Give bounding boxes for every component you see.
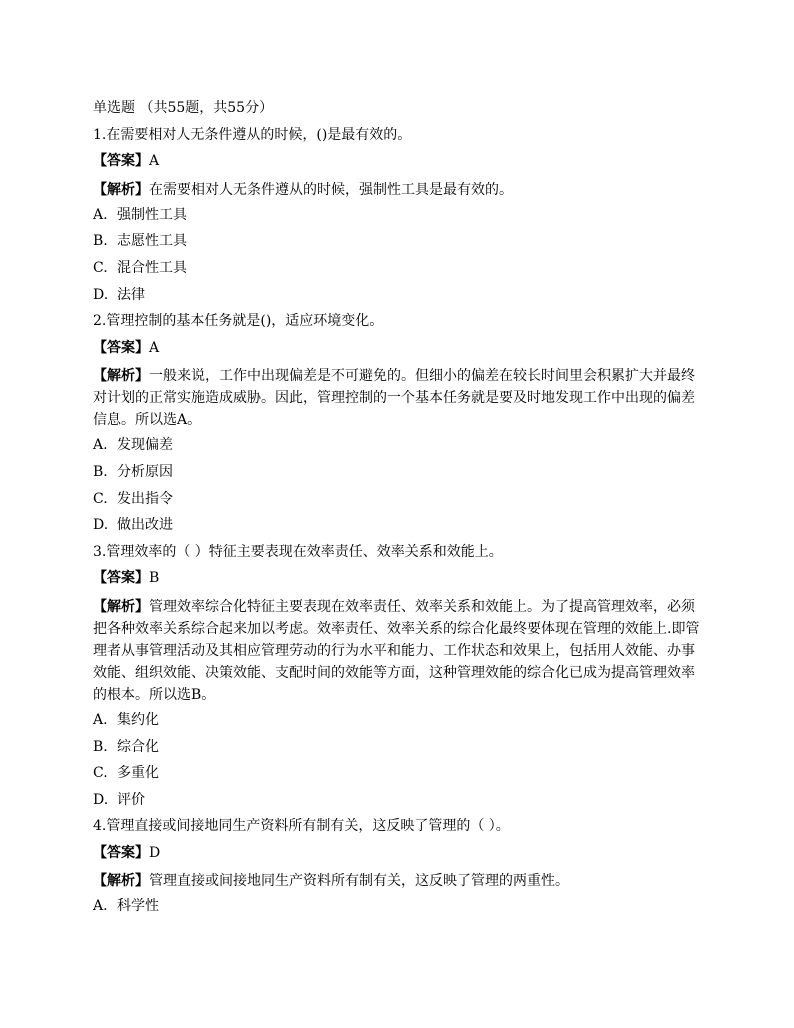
option-letter: A. xyxy=(93,898,108,915)
option xyxy=(93,897,705,915)
answer-label: 【答案】 xyxy=(93,153,149,170)
question-stem: 1.在需要相对人无条件遵从的时候，()是最有效的。 xyxy=(93,126,412,143)
section-header xyxy=(93,99,705,117)
option xyxy=(93,791,705,809)
option xyxy=(93,463,705,481)
option xyxy=(93,764,705,782)
explanation xyxy=(93,596,705,706)
explanation-text: 一般来说，工作中出现偏差是不可避免的。但细小的偏差在较长时间里会积累扩大并最终对计划的正常实施造成威胁。因此，管理控制的一个基本任务就是要及时地发现工作中出现的偏差信息。所以选A。 xyxy=(93,368,695,429)
answer-label: 【答案】 xyxy=(93,339,149,356)
explanation xyxy=(93,179,705,201)
option-letter: C. xyxy=(93,765,108,782)
option xyxy=(93,232,705,250)
option-text: 做出改进 xyxy=(117,517,173,534)
answer-line xyxy=(93,569,705,587)
option-letter: D. xyxy=(93,791,109,808)
option-letter: A. xyxy=(93,711,108,728)
question-stem: 4.管理直接或间接地同生产资料所有制有关，这反映了管理的（ ）。 xyxy=(93,818,510,835)
option-letter: B. xyxy=(93,738,108,755)
option-text: 集约化 xyxy=(117,711,159,728)
option-text: 科学性 xyxy=(117,898,159,915)
answer-value: A xyxy=(149,339,160,356)
option xyxy=(93,436,705,454)
option-letter: C. xyxy=(93,259,108,276)
answer-value: A xyxy=(149,153,160,170)
option xyxy=(93,516,705,534)
option-text: 志愿性工具 xyxy=(117,233,187,250)
exam-page xyxy=(93,99,705,924)
answer-line xyxy=(93,844,705,862)
option-text: 发现偏差 xyxy=(117,437,173,454)
option-text: 强制性工具 xyxy=(117,206,187,223)
question-stem: 3.管理效率的（ ）特征主要表现在效率责任、效率关系和效能上。 xyxy=(93,543,503,560)
explanation-text: 在需要相对人无条件遵从的时候，强制性工具是最有效的。 xyxy=(149,181,513,198)
section-title: 单选题 xyxy=(93,100,135,116)
answer-value: B xyxy=(149,570,160,587)
option-letter: D. xyxy=(93,286,109,303)
answer-line xyxy=(93,152,705,170)
option xyxy=(93,206,705,224)
explanation-text: 管理效率综合化特征主要表现在效率责任、效率关系和效能上。为了提高管理效率，必须把各种效率关系综合起来加以考虑。效率责任、效率关系的综合化最终要体现在管理的效能上.即管理者从事管理活动及其相应管理劳动的行为水平和能力、工作状态和效果上，包括用人效能、办事效能、组织效能、决策效能、支配时间的效能等方面，这种管理效能的综合化已成为提高管理效率的根本。所以选B。 xyxy=(93,598,700,703)
option-letter: B. xyxy=(93,233,108,250)
explanation-label: 【解析】 xyxy=(93,873,149,890)
answer-label: 【答案】 xyxy=(93,844,149,861)
answer-line xyxy=(93,339,705,357)
answer-label: 【答案】 xyxy=(93,570,149,587)
option xyxy=(93,259,705,277)
option-text: 发出指令 xyxy=(117,490,173,507)
explanation-text: 管理直接或间接地同生产资料所有制有关，这反映了管理的两重性。 xyxy=(149,873,569,890)
explanation-label: 【解析】 xyxy=(93,181,149,198)
option xyxy=(93,711,705,729)
option xyxy=(93,286,705,304)
explanation-label: 【解析】 xyxy=(93,368,149,385)
option-letter: D. xyxy=(93,517,109,534)
option-text: 分析原因 xyxy=(117,463,173,480)
option xyxy=(93,738,705,756)
explanation xyxy=(93,870,705,892)
option-letter: A. xyxy=(93,437,108,454)
section-summary: （共55题，共55分） xyxy=(139,100,274,116)
option-text: 多重化 xyxy=(117,765,159,782)
option-letter: C. xyxy=(93,490,108,507)
answer-value: D xyxy=(149,844,161,861)
option-letter: B. xyxy=(93,463,108,480)
option-letter: A. xyxy=(93,206,108,223)
explanation-label: 【解析】 xyxy=(93,598,149,615)
option-text: 综合化 xyxy=(117,738,159,755)
option xyxy=(93,490,705,508)
option-text: 混合性工具 xyxy=(117,259,187,276)
explanation xyxy=(93,365,705,431)
question-stem: 2.管理控制的基本任务就是()，适应环境变化。 xyxy=(93,313,384,330)
option-text: 法律 xyxy=(117,286,145,303)
option-text: 评价 xyxy=(117,791,145,808)
